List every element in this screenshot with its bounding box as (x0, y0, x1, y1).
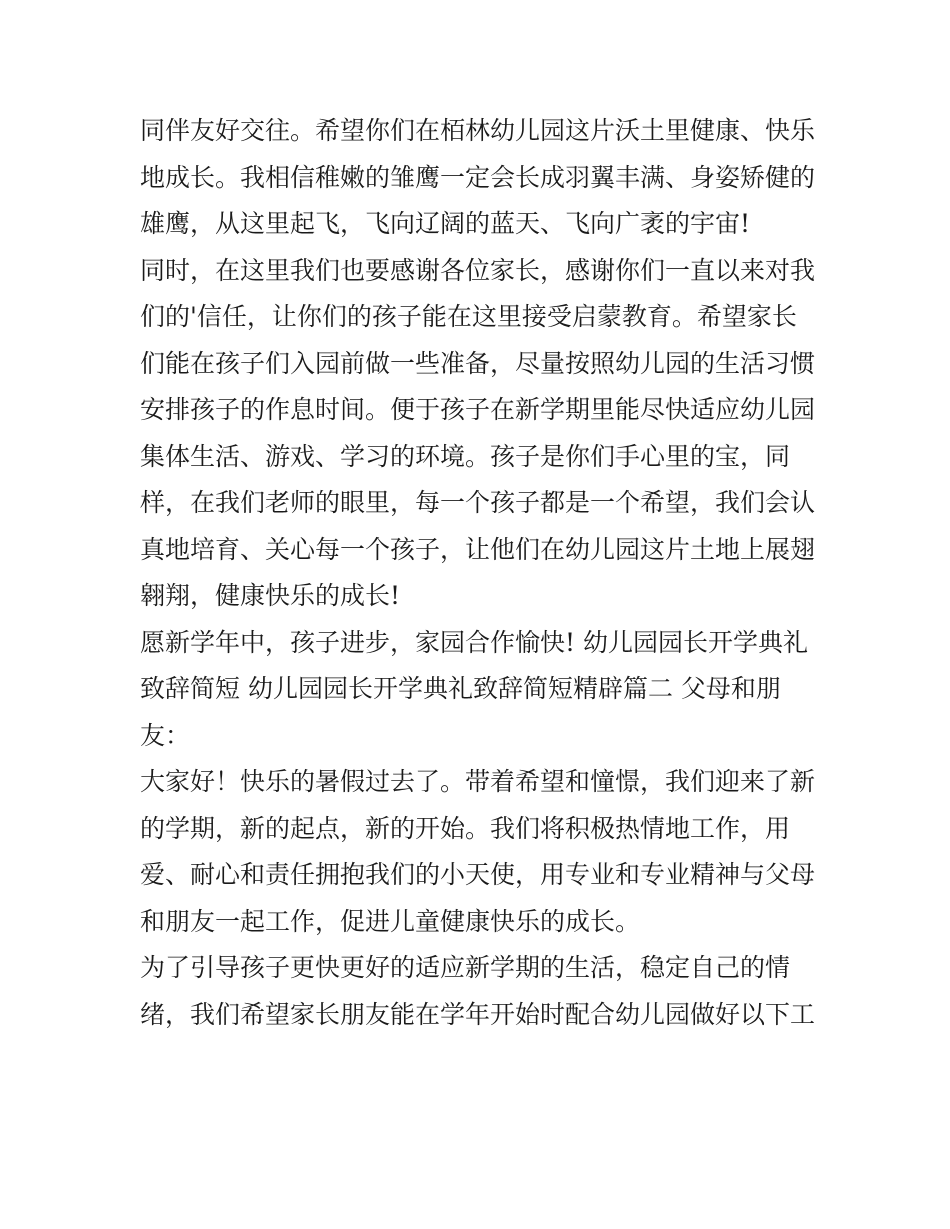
text-line: 集体生活、游戏、学习的环境。孩子是你们手心里的宝，同 (140, 441, 791, 471)
text-line: 同时，在这里我们也要感谢各位家长，感谢你们一直以来对我 (140, 255, 816, 285)
text-line: 的学期，新的起点，新的开始。我们将积极热情地工作，用 (140, 813, 791, 843)
text-line: 们能在孩子们入园前做一些准备，尽量按照幼儿园的生活习惯 (140, 348, 816, 378)
text-line: 翱翔，健康快乐的成长! (140, 581, 401, 610)
text-line: 绪，我们希望家长朋友能在学年开始时配合幼儿园做好以下工 (140, 999, 816, 1029)
text-line: 样，在我们老师的眼里，每一个孩子都是一个希望，我们会认 (140, 488, 816, 517)
text-line: 同伴友好交往。希望你们在栢林幼儿园这片沃土里健康、快乐 (140, 116, 816, 145)
text-line: 地成长。我相信稚嫩的雏鹰一定会长成羽翼丰满、身姿矫健的 (140, 162, 816, 192)
text-line: 安排孩子的作息时间。便于孩子在新学期里能尽快适应幼儿园 (140, 395, 816, 424)
text-line: 真地培育、关心每一个孩子，让他们在幼儿园这片土地上展翅 (140, 534, 816, 564)
text-line: 致辞简短 幼儿园园长开学典礼致辞简短精辟篇二 父母和朋 (140, 674, 781, 703)
text-line: 友： (140, 720, 191, 750)
text-line: 为了引导孩子更快更好的适应新学期的生活，稳定自己的情 (140, 953, 791, 982)
text-line: 大家好！快乐的暑假过去了。带着希望和憧憬，我们迎来了新 (140, 767, 816, 796)
text-line: 愿新学年中，孩子进步，家园合作愉快! 幼儿园园长开学典礼 (140, 627, 808, 657)
text-line: 雄鹰，从这里起飞，飞向辽阔的蓝天、飞向广袤的宇宙! (140, 209, 751, 238)
text-line: 们的'信任，让你们的孩子能在这里接受启蒙教育。希望家长 (140, 302, 797, 331)
body-text (140, 108, 820, 1038)
text-line: 和朋友一起工作，促进儿童健康快乐的成长。 (140, 906, 641, 936)
text-line: 爱、耐心和责任拥抱我们的小天使，用专业和专业精神与父母 (140, 860, 816, 889)
